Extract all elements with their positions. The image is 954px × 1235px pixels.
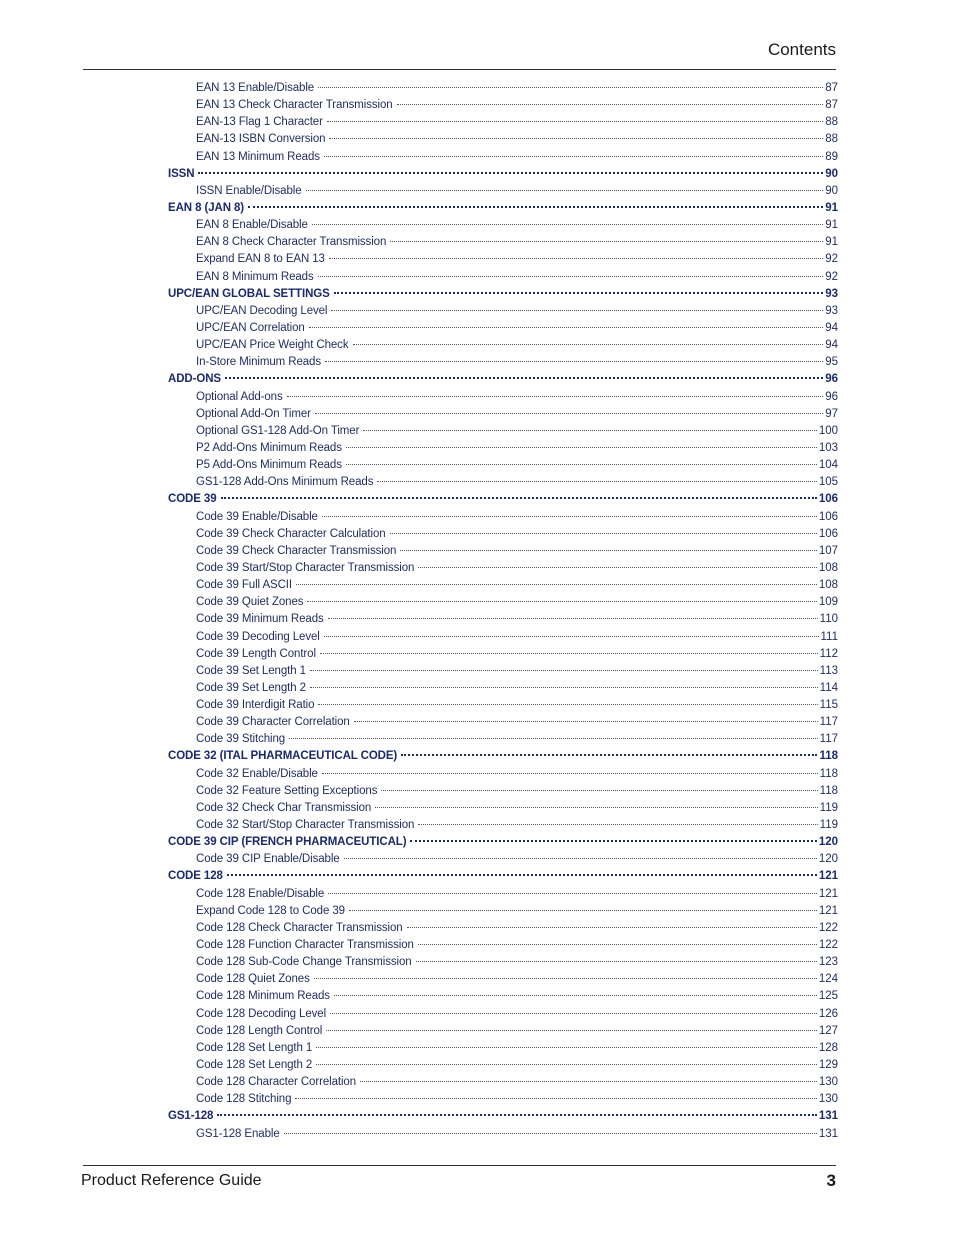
toc-entry-label: ISSN: [168, 167, 195, 180]
toc-entry-label: Code 39 Enable/Disable: [196, 510, 318, 523]
toc-subsection-entry[interactable]: [168, 903, 838, 920]
toc-dot-leader: [316, 1047, 817, 1048]
toc-dot-leader: [330, 1013, 817, 1014]
toc-entry-label: UPC/EAN Price Weight Check: [196, 339, 349, 352]
toc-entry-label: Expand Code 128 to Code 39: [196, 904, 345, 917]
toc-entry-label: ADD-ONS: [168, 373, 221, 386]
toc-entry-page-number: 90: [825, 167, 838, 180]
table-of-contents: [168, 80, 838, 1143]
toc-entry-page-number: 122: [818, 939, 838, 952]
toc-entry-label: Code 128 Function Character Transmission: [196, 939, 414, 952]
toc-entry-label: EAN 13 Check Character Transmission: [196, 99, 393, 112]
toc-entry-label: EAN 8 Minimum Reads: [196, 270, 314, 283]
toc-subsection-entry[interactable]: [168, 149, 838, 166]
toc-entry-label: Code 128 Enable/Disable: [196, 887, 325, 900]
toc-entry-page-number: 118: [819, 784, 838, 797]
toc-dot-leader: [315, 413, 823, 414]
toc-entry-page-number: 88: [825, 116, 838, 129]
toc-dot-leader: [318, 704, 817, 705]
toc-subsection-entry[interactable]: [168, 354, 838, 371]
toc-entry-label: Code 39 Set Length 1: [196, 664, 306, 677]
toc-subsection-entry[interactable]: [168, 251, 838, 268]
toc-entry-label: Code 39 Stitching: [196, 733, 286, 746]
toc-entry-page-number: 109: [818, 596, 838, 609]
toc-entry-label: Code 39 Check Character Transmission: [196, 544, 397, 557]
toc-entry-page-number: 114: [819, 681, 838, 694]
toc-entry-label: EAN 13 Enable/Disable: [196, 82, 315, 94]
toc-section-entry[interactable]: [168, 834, 838, 851]
toc-subsection-entry[interactable]: [168, 560, 838, 577]
toc-dot-leader: [334, 995, 817, 996]
toc-entry-page-number: 120: [818, 853, 838, 866]
toc-entry-label: Code 39 Character Correlation: [196, 716, 350, 729]
toc-entry-page-number: 127: [818, 1024, 838, 1037]
toc-subsection-entry[interactable]: [168, 269, 838, 286]
toc-entry-page-number: 122: [818, 921, 838, 934]
toc-subsection-entry[interactable]: [168, 1040, 838, 1057]
toc-subsection-entry[interactable]: [168, 1006, 838, 1023]
toc-dot-leader: [217, 1114, 816, 1116]
toc-entry-label: Code 39 CIP Enable/Disable: [196, 853, 340, 866]
toc-entry-page-number: 96: [825, 390, 838, 403]
toc-entry-page-number: 131: [818, 1127, 838, 1140]
toc-entry-page-number: 95: [825, 356, 838, 369]
toc-dot-leader: [416, 961, 817, 962]
toc-subsection-entry[interactable]: [168, 851, 838, 868]
toc-subsection-entry[interactable]: [168, 131, 838, 148]
toc-entry-label: Code 128 Sub-Code Change Transmission: [196, 956, 412, 969]
toc-entry-label: Code 128 Check Character Transmission: [196, 921, 403, 934]
toc-subsection-entry[interactable]: [168, 680, 838, 697]
toc-section-entry[interactable]: [168, 748, 838, 765]
header-divider: [83, 69, 836, 70]
toc-entry-page-number: 112: [819, 647, 838, 660]
toc-entry-label: ISSN Enable/Disable: [196, 184, 302, 197]
toc-entry-label: In-Store Minimum Reads: [196, 356, 321, 369]
toc-dot-leader: [322, 773, 818, 774]
toc-subsection-entry[interactable]: [168, 389, 838, 406]
toc-subsection-entry[interactable]: [168, 766, 838, 783]
toc-dot-leader: [198, 172, 823, 174]
toc-entry-page-number: 119: [819, 801, 838, 814]
toc-subsection-entry[interactable]: [168, 1074, 838, 1091]
toc-entry-page-number: 123: [818, 956, 838, 969]
toc-subsection-entry[interactable]: [168, 1057, 838, 1074]
toc-entry-label: CODE 128: [168, 870, 223, 883]
toc-entry-label: Optional Add-ons: [196, 390, 283, 403]
toc-entry-page-number: 108: [818, 561, 838, 574]
toc-entry-page-number: 92: [825, 270, 838, 283]
toc-entry-page-number: 117: [819, 733, 838, 746]
toc-entry-page-number: 93: [825, 304, 838, 317]
toc-entry-label: Optional GS1-128 Add-On Timer: [196, 424, 360, 437]
toc-entry-page-number: 130: [818, 1093, 838, 1106]
toc-dot-leader: [320, 653, 818, 654]
toc-dot-leader: [324, 636, 819, 637]
toc-subsection-entry[interactable]: [168, 1126, 838, 1143]
toc-entry-page-number: 121: [818, 870, 838, 883]
toc-entry-label: EAN 8 Enable/Disable: [196, 219, 308, 232]
toc-subsection-entry[interactable]: [168, 80, 838, 97]
toc-subsection-entry[interactable]: [168, 663, 838, 680]
toc-dot-leader: [407, 927, 817, 928]
toc-entry-page-number: 120: [818, 836, 838, 849]
toc-subsection-entry[interactable]: [168, 406, 838, 423]
toc-subsection-entry[interactable]: [168, 440, 838, 457]
toc-entry-label: Code 39 Set Length 2: [196, 681, 306, 694]
toc-subsection-entry[interactable]: [168, 731, 838, 748]
toc-dot-leader: [306, 190, 824, 191]
toc-dot-leader: [397, 104, 824, 105]
toc-entry-label: EAN-13 Flag 1 Character: [196, 116, 323, 129]
toc-subsection-entry[interactable]: [168, 920, 838, 937]
toc-entry-page-number: 92: [825, 253, 838, 266]
toc-dot-leader: [284, 1133, 817, 1134]
toc-subsection-entry[interactable]: [168, 783, 838, 800]
toc-entry-label: Code 128 Decoding Level: [196, 1007, 327, 1020]
toc-dot-leader: [418, 824, 817, 825]
toc-entry-label: EAN 8 (JAN 8): [168, 201, 245, 214]
toc-dot-leader: [225, 377, 823, 379]
toc-entry-page-number: 90: [825, 184, 838, 197]
toc-subsection-entry[interactable]: [168, 183, 838, 200]
toc-dot-leader: [326, 1030, 817, 1031]
toc-entry-page-number: 91: [825, 236, 838, 249]
toc-dot-leader: [307, 601, 816, 602]
toc-subsection-entry[interactable]: [168, 1091, 838, 1108]
toc-dot-leader: [331, 310, 823, 311]
toc-entry-label: Expand EAN 8 to EAN 13: [196, 253, 325, 266]
toc-dot-leader: [377, 481, 816, 482]
toc-entry-page-number: 87: [825, 99, 838, 112]
toc-subsection-entry[interactable]: [168, 971, 838, 988]
toc-subsection-entry[interactable]: [168, 423, 838, 440]
toc-entry-label: Code 39 Full ASCII: [196, 579, 293, 592]
toc-entry-page-number: 105: [818, 476, 838, 489]
toc-dot-leader: [327, 121, 823, 122]
toc-dot-leader: [329, 138, 823, 139]
toc-dot-leader: [328, 618, 818, 619]
toc-subsection-entry[interactable]: [168, 886, 838, 903]
toc-subsection-entry[interactable]: [168, 954, 838, 971]
toc-dot-leader: [400, 550, 817, 551]
toc-entry-page-number: 126: [818, 1007, 838, 1020]
toc-entry-page-number: 115: [819, 699, 838, 712]
toc-section-entry[interactable]: [168, 200, 838, 217]
toc-dot-leader: [328, 893, 817, 894]
toc-entry-page-number: 89: [825, 150, 838, 163]
toc-section-entry[interactable]: [168, 868, 838, 885]
toc-dot-leader: [287, 396, 824, 397]
toc-dot-leader: [410, 840, 816, 842]
toc-entry-page-number: 124: [818, 973, 838, 986]
toc-entry-page-number: 118: [819, 767, 838, 780]
toc-entry-label: Code 39 Decoding Level: [196, 630, 320, 643]
toc-entry-page-number: 96: [825, 373, 838, 386]
toc-entry-page-number: 121: [818, 887, 838, 900]
toc-subsection-entry[interactable]: [168, 337, 838, 354]
toc-dot-leader: [418, 944, 817, 945]
toc-dot-leader: [221, 497, 817, 499]
toc-entry-page-number: 121: [818, 904, 838, 917]
toc-entry-label: Code 39 Check Character Calculation: [196, 527, 386, 540]
toc-entry-page-number: 125: [818, 990, 838, 1003]
toc-subsection-entry[interactable]: [168, 577, 838, 594]
toc-entry-page-number: 108: [818, 579, 838, 592]
toc-subsection-entry[interactable]: [168, 629, 838, 646]
toc-entry-page-number: 119: [819, 819, 838, 832]
toc-dot-leader: [353, 344, 824, 345]
toc-dot-leader: [310, 687, 818, 688]
toc-section-entry[interactable]: [168, 166, 838, 183]
toc-entry-page-number: 110: [819, 613, 838, 626]
toc-dot-leader: [314, 978, 817, 979]
toc-entry-label: Optional Add-On Timer: [196, 407, 311, 420]
toc-entry-label: Code 39 Length Control: [196, 647, 316, 660]
toc-dot-leader: [418, 567, 816, 568]
toc-entry-label: Code 128 Length Control: [196, 1024, 323, 1037]
toc-dot-leader: [227, 874, 817, 876]
toc-entry-label: UPC/EAN Correlation: [196, 321, 305, 334]
toc-entry-page-number: 106: [818, 493, 838, 506]
toc-entry-page-number: 106: [818, 527, 838, 540]
toc-dot-leader: [296, 584, 817, 585]
toc-dot-leader: [401, 754, 817, 756]
toc-subsection-entry[interactable]: [168, 714, 838, 731]
toc-entry-label: Code 32 Enable/Disable: [196, 767, 318, 780]
toc-subsection-entry[interactable]: [168, 611, 838, 628]
toc-entry-label: EAN 8 Check Character Transmission: [196, 236, 387, 249]
toc-dot-leader: [289, 738, 818, 739]
toc-subsection-entry[interactable]: [168, 817, 838, 834]
toc-dot-leader: [346, 464, 817, 465]
toc-entry-label: EAN 13 Minimum Reads: [196, 150, 320, 163]
toc-entry-page-number: 129: [818, 1059, 838, 1072]
toc-entry-page-number: 91: [825, 201, 838, 214]
toc-entry-page-number: 118: [819, 750, 838, 763]
toc-dot-leader: [309, 327, 824, 328]
page-header-title: Contents: [767, 40, 836, 59]
toc-subsection-entry[interactable]: [168, 474, 838, 491]
toc-subsection-entry[interactable]: [168, 457, 838, 474]
toc-entry-page-number: 100: [818, 424, 838, 437]
toc-entry-page-number: 104: [818, 459, 838, 472]
toc-dot-leader: [375, 807, 817, 808]
toc-entry-label: CODE 39: [168, 493, 217, 506]
toc-dot-leader: [310, 670, 818, 671]
toc-dot-leader: [349, 910, 817, 911]
toc-dot-leader: [354, 721, 818, 722]
toc-dot-leader: [322, 516, 817, 517]
toc-dot-leader: [390, 241, 823, 242]
toc-entry-page-number: 111: [820, 630, 838, 643]
toc-entry-page-number: 87: [825, 82, 838, 94]
toc-entry-label: GS1-128 Enable: [196, 1127, 280, 1140]
toc-subsection-entry[interactable]: [168, 594, 838, 611]
toc-entry-label: CODE 39 CIP (FRENCH PHARMACEUTICAL): [168, 836, 407, 849]
toc-subsection-entry[interactable]: [168, 800, 838, 817]
toc-entry-label: Code 128 Stitching: [196, 1093, 292, 1106]
toc-subsection-entry[interactable]: [168, 509, 838, 526]
toc-entry-label: GS1-128: [168, 1110, 214, 1123]
toc-entry-page-number: 131: [818, 1110, 838, 1123]
toc-subsection-entry[interactable]: [168, 114, 838, 131]
toc-subsection-entry[interactable]: [168, 526, 838, 543]
toc-subsection-entry[interactable]: [168, 937, 838, 954]
toc-dot-leader: [363, 430, 817, 431]
toc-section-entry[interactable]: [168, 1108, 838, 1125]
toc-entry-page-number: 106: [818, 510, 838, 523]
toc-subsection-entry[interactable]: [168, 303, 838, 320]
toc-subsection-entry[interactable]: [168, 217, 838, 234]
toc-entry-label: Code 32 Start/Stop Character Transmission: [196, 819, 415, 832]
toc-entry-label: Code 39 Minimum Reads: [196, 613, 324, 626]
toc-entry-label: P5 Add-Ons Minimum Reads: [196, 459, 342, 472]
toc-dot-leader: [318, 87, 823, 88]
toc-entry-label: P2 Add-Ons Minimum Reads: [196, 441, 342, 454]
toc-section-entry[interactable]: [168, 371, 838, 388]
toc-entry-page-number: 113: [819, 664, 838, 677]
toc-entry-label: EAN-13 ISBN Conversion: [196, 133, 326, 146]
toc-entry-label: UPC/EAN Decoding Level: [196, 304, 328, 317]
toc-subsection-entry[interactable]: [168, 234, 838, 251]
toc-dot-leader: [316, 1064, 817, 1065]
toc-entry-page-number: 93: [825, 287, 838, 300]
toc-dot-leader: [295, 1098, 816, 1099]
toc-section-entry[interactable]: [168, 286, 838, 303]
toc-entry-label: Code 128 Minimum Reads: [196, 990, 330, 1003]
toc-entry-page-number: 94: [825, 321, 838, 334]
toc-subsection-entry[interactable]: [168, 1023, 838, 1040]
toc-entry-label: Code 32 Feature Setting Exceptions: [196, 784, 378, 797]
toc-entry-page-number: 94: [825, 339, 838, 352]
toc-dot-leader: [248, 206, 823, 208]
toc-entry-page-number: 97: [825, 407, 838, 420]
toc-entry-label: UPC/EAN GLOBAL SETTINGS: [168, 287, 330, 300]
toc-dot-leader: [334, 292, 824, 294]
toc-entry-label: Code 39 Quiet Zones: [196, 596, 304, 609]
toc-subsection-entry[interactable]: [168, 988, 838, 1005]
toc-entry-page-number: 117: [819, 716, 838, 729]
toc-entry-page-number: 103: [818, 441, 838, 454]
toc-entry-page-number: 107: [818, 544, 838, 557]
toc-entry-page-number: 128: [818, 1041, 838, 1054]
toc-entry-label: Code 39 Start/Stop Character Transmission: [196, 561, 415, 574]
toc-dot-leader: [325, 361, 823, 362]
toc-entry-page-number: 130: [818, 1076, 838, 1089]
toc-entry-label: Code 128 Quiet Zones: [196, 973, 310, 986]
toc-entry-label: GS1-128 Add-Ons Minimum Reads: [196, 476, 374, 489]
toc-entry-label: CODE 32 (ITAL PHARMACEUTICAL CODE): [168, 750, 398, 763]
toc-dot-leader: [381, 790, 817, 791]
toc-subsection-entry[interactable]: [168, 320, 838, 337]
toc-subsection-entry[interactable]: [168, 543, 838, 560]
toc-subsection-entry[interactable]: [168, 697, 838, 714]
toc-dot-leader: [312, 224, 823, 225]
toc-dot-leader: [390, 533, 817, 534]
toc-entry-label: Code 128 Set Length 1: [196, 1041, 313, 1054]
toc-dot-leader: [344, 858, 817, 859]
toc-dot-leader: [318, 276, 824, 277]
toc-subsection-entry[interactable]: [168, 97, 838, 114]
toc-dot-leader: [324, 156, 823, 157]
toc-entry-label: Code 32 Check Char Transmission: [196, 801, 372, 814]
toc-dot-leader: [346, 447, 817, 448]
toc-entry-page-number: 91: [825, 219, 838, 232]
toc-subsection-entry[interactable]: [168, 646, 838, 663]
toc-entry-page-number: 88: [825, 133, 838, 146]
toc-entry-label: Code 128 Character Correlation: [196, 1076, 357, 1089]
toc-dot-leader: [329, 258, 823, 259]
footer-divider: [83, 1165, 836, 1166]
toc-entry-label: Code 39 Interdigit Ratio: [196, 699, 315, 712]
footer-page-number: 3: [826, 1171, 836, 1190]
footer-guide-title: Product Reference Guide: [81, 1172, 262, 1189]
toc-dot-leader: [360, 1081, 817, 1082]
toc-entry-label: Code 128 Set Length 2: [196, 1059, 313, 1072]
toc-section-entry[interactable]: [168, 491, 838, 508]
